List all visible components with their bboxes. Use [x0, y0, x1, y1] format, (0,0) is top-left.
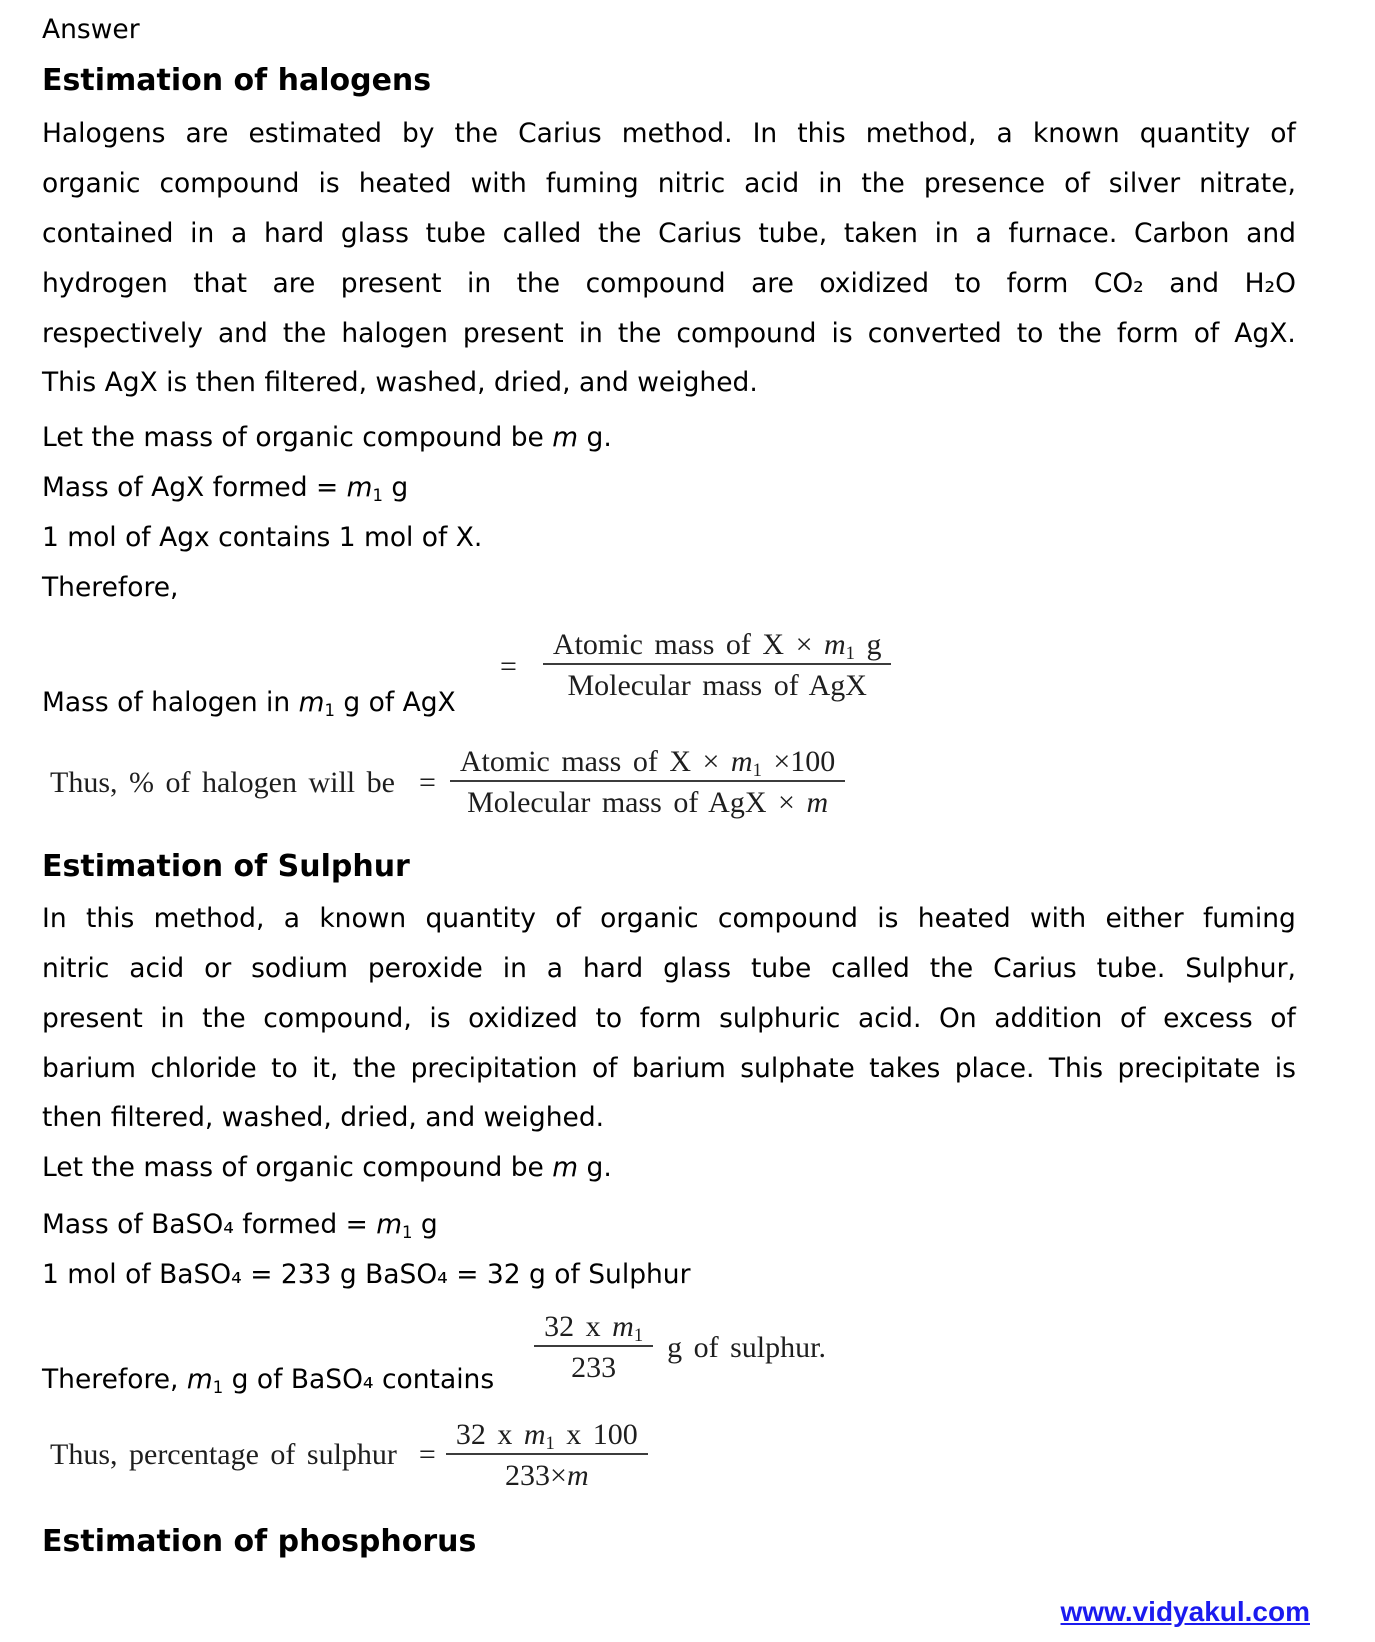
line-mass-baso4-formed	[42, 1200, 1296, 1250]
word: quantity	[1139, 117, 1251, 149]
word: compound,	[263, 1002, 412, 1034]
para-line	[42, 1043, 1296, 1093]
word: or	[204, 952, 232, 984]
subscript: 1	[633, 1325, 644, 1347]
word: peroxide	[367, 952, 483, 984]
text-run: 32 x	[455, 1418, 524, 1451]
text-run: Let the mass of organic compound be	[42, 422, 553, 453]
word: are	[272, 267, 316, 299]
word: nitric	[42, 952, 110, 984]
fraction-denominator	[450, 780, 845, 821]
text-run: g	[854, 628, 882, 661]
heading-estimation-of-sulphur: Estimation of Sulphur	[42, 849, 410, 884]
word: nitric	[657, 167, 726, 199]
text-run: Atomic mass of X ×	[552, 628, 824, 661]
text-run: 233×	[505, 1459, 567, 1492]
word: a	[546, 952, 564, 984]
word: form	[1006, 267, 1069, 299]
word: presence	[923, 167, 1046, 199]
word: Carius	[658, 217, 742, 249]
fraction-numerator	[543, 627, 892, 663]
text-run: g	[412, 1209, 438, 1240]
word: is	[429, 1002, 451, 1034]
line-mass-agx-formed	[42, 463, 1296, 513]
word: with	[470, 167, 527, 199]
word: and	[217, 317, 268, 349]
word: excess	[1163, 1002, 1253, 1034]
line-let-mass-sulphur	[42, 1143, 1296, 1193]
word: in	[818, 167, 843, 199]
subscript: 1	[845, 643, 855, 665]
word: the	[617, 317, 662, 349]
word: silver	[1108, 167, 1181, 199]
word: acid	[129, 952, 185, 984]
fraction-numerator	[534, 1309, 653, 1345]
sulphur-percent-equation	[42, 1400, 1296, 1505]
word: hydrogen	[42, 267, 168, 299]
word: the	[202, 1002, 246, 1034]
equation-label	[42, 1362, 494, 1398]
word: addition	[994, 1002, 1103, 1034]
word: organic	[600, 902, 699, 934]
word: place.	[954, 1052, 1035, 1084]
word: nitrate,	[1199, 167, 1296, 199]
line-let-mass-halogen	[42, 413, 1296, 463]
word: to	[595, 1002, 623, 1034]
italic-m: m	[346, 472, 373, 503]
text-run: x 100	[554, 1418, 638, 1451]
para-line	[42, 308, 1296, 358]
italic-m: m	[806, 786, 829, 819]
equation-tail: g of sulphur.	[667, 1331, 826, 1364]
italic-m: m	[298, 687, 325, 718]
word: chloride	[150, 1052, 257, 1084]
subscript: 1	[752, 760, 762, 782]
word: the	[454, 117, 499, 149]
word: in	[934, 217, 959, 249]
para-line	[42, 993, 1296, 1043]
word: of	[1270, 117, 1296, 149]
word: present	[340, 267, 442, 299]
word: method.	[621, 117, 733, 149]
fraction-numerator	[446, 1417, 648, 1453]
word: In	[42, 902, 67, 934]
word: the	[861, 167, 905, 199]
word: compound	[585, 267, 726, 299]
word: fuming	[545, 167, 639, 199]
word: sulphuric	[719, 1002, 841, 1034]
word: with	[1029, 902, 1087, 934]
word: tube.	[1096, 952, 1166, 984]
text-run: Mass of AgX formed =	[42, 472, 347, 503]
word: acid	[744, 167, 800, 199]
word: to	[1016, 317, 1044, 349]
equals-sign: =	[418, 1438, 436, 1471]
vidyakul-link[interactable]: www.vidyakul.com	[1060, 1596, 1310, 1627]
word: in	[502, 952, 527, 984]
word: precipitate	[1117, 1052, 1261, 1084]
answer-label: Answer	[42, 14, 140, 45]
word: takes	[869, 1052, 941, 1084]
word: of	[1193, 317, 1220, 349]
word: form	[1116, 317, 1179, 349]
para-line: This AgX is then filtered, washed, dried, and weighed.	[42, 367, 758, 398]
word: glass	[340, 217, 409, 249]
word: a	[231, 217, 248, 249]
subscript: 1	[545, 1433, 555, 1455]
subscript: 1	[212, 1377, 224, 1397]
word: in	[466, 267, 492, 299]
word: compound	[717, 902, 858, 934]
italic-m: m	[612, 1310, 634, 1343]
italic-m: m	[552, 422, 579, 453]
para-line	[42, 943, 1296, 993]
word: present	[462, 317, 564, 349]
subscript: 1	[402, 1222, 413, 1242]
word: H₂O	[1244, 267, 1296, 299]
text-run: g.	[578, 1152, 612, 1183]
word: tube,	[758, 217, 828, 249]
word: contained	[42, 217, 174, 249]
equation-label	[42, 685, 482, 721]
word: called	[831, 952, 910, 984]
para-line	[42, 258, 1296, 308]
line-therefore: Therefore,	[42, 572, 179, 603]
fraction-denominator: 233	[534, 1345, 653, 1386]
word: in	[190, 217, 215, 249]
word: the	[929, 952, 974, 984]
word: Sulphur,	[1185, 952, 1296, 984]
italic-m: m	[376, 1209, 403, 1240]
text-run: Therefore,	[42, 1364, 187, 1395]
word: to	[271, 1052, 298, 1084]
italic-m: m	[566, 1459, 589, 1492]
text-run: g of AgX	[334, 687, 456, 718]
line-mol-agx: 1 mol of Agx contains 1 mol of X.	[42, 522, 483, 553]
text-run: Mass of halogen in	[42, 687, 299, 718]
word: a	[996, 117, 1013, 149]
para-line	[42, 158, 1296, 208]
fraction	[446, 1417, 648, 1494]
halogen-percent-equation	[42, 728, 1296, 852]
word: this	[797, 117, 846, 149]
word: of	[1270, 1002, 1296, 1034]
equation-label: Thus, % of halogen will be	[50, 766, 395, 799]
text-run: g	[382, 472, 409, 503]
word: either	[1105, 902, 1184, 934]
heading-estimation-of-halogens: Estimation of halogens	[42, 63, 432, 98]
word: oxidized	[819, 267, 930, 299]
para-line	[42, 108, 1296, 158]
word: barium	[631, 1052, 726, 1084]
para-line	[42, 893, 1296, 943]
word: and	[1169, 267, 1220, 299]
word: and	[1246, 217, 1296, 249]
word: Carius	[993, 952, 1077, 984]
word: of	[1064, 167, 1090, 199]
word: of	[1119, 1002, 1146, 1034]
fraction	[534, 1309, 653, 1386]
word: compound	[676, 317, 817, 349]
fraction	[543, 627, 892, 704]
word: the	[1058, 317, 1102, 349]
word: in	[578, 317, 603, 349]
sulphur-contains-equation	[42, 1300, 1296, 1400]
word: are	[185, 117, 229, 149]
italic-m: m	[552, 1152, 579, 1183]
para-line	[42, 208, 1296, 258]
word: are	[751, 267, 794, 299]
word: a	[283, 902, 300, 934]
text-run: g of BaSO₄ contains	[223, 1364, 495, 1395]
word: this	[85, 902, 135, 934]
word: oxidized	[468, 1002, 578, 1034]
word: This	[1048, 1052, 1104, 1084]
italic-m: m	[523, 1418, 546, 1451]
word: is	[318, 167, 340, 199]
equals-sign: =	[500, 650, 517, 683]
word: furnace.	[1008, 217, 1118, 249]
word: heated	[917, 902, 1011, 934]
word: is	[831, 317, 853, 349]
footer	[42, 1597, 1310, 1627]
word: is	[1274, 1052, 1296, 1084]
fraction-denominator: Molecular mass of AgX	[543, 663, 892, 704]
word: present	[42, 1002, 143, 1034]
word: that	[193, 267, 248, 299]
word: the	[597, 217, 642, 249]
word: form	[639, 1002, 702, 1034]
word: In	[752, 117, 778, 149]
word: On	[939, 1002, 977, 1034]
word: sulphate	[740, 1052, 855, 1084]
text-run: ×100	[761, 745, 836, 778]
subscript: 1	[324, 700, 335, 720]
equals-sign: =	[418, 766, 436, 799]
word: glass	[663, 952, 732, 984]
word: called	[502, 217, 582, 249]
word: quantity	[425, 902, 536, 934]
word: the	[282, 317, 327, 349]
fraction-numerator	[450, 744, 845, 780]
word: of	[555, 902, 581, 934]
para-line: then filtered, washed, dried, and weighed.	[42, 1102, 605, 1133]
word: method,	[865, 117, 977, 149]
word: Carbon	[1133, 217, 1230, 249]
word: sodium	[251, 952, 348, 984]
heading-estimation-of-phosphorus: Estimation of phosphorus	[42, 1524, 477, 1559]
word: converted	[867, 317, 1002, 349]
word: CO₂	[1093, 267, 1144, 299]
word: halogen	[341, 317, 448, 349]
fraction-denominator	[446, 1453, 648, 1494]
word: respectively	[42, 317, 203, 349]
word: by	[401, 117, 435, 149]
italic-m: m	[823, 628, 846, 661]
sulphur-paragraph	[42, 893, 1296, 1143]
word: barium	[42, 1052, 136, 1084]
halogens-paragraph	[42, 108, 1296, 408]
word: known	[319, 902, 407, 934]
fraction	[450, 744, 845, 821]
word: organic	[42, 167, 141, 199]
text-run: Molecular mass of AgX ×	[467, 786, 807, 819]
text-run: Atomic mass of X ×	[459, 745, 731, 778]
word: Halogens	[42, 117, 166, 149]
word: hard	[263, 217, 325, 249]
equation-label: Thus, percentage of sulphur	[50, 1438, 397, 1471]
halogen-mass-equation	[42, 613, 1296, 728]
word: heated	[358, 167, 452, 199]
word: AgX.	[1234, 317, 1296, 349]
word: acid.	[857, 1002, 922, 1034]
word: of	[591, 1052, 618, 1084]
line-mol-baso4: 1 mol of BaSO₄ = 233 g BaSO₄ = 32 g of Sulphur	[42, 1259, 691, 1290]
subscript: 1	[372, 485, 383, 505]
word: it,	[312, 1052, 339, 1084]
word: in	[160, 1002, 185, 1034]
word: a	[975, 217, 992, 249]
text-run: Let the mass of organic compound be	[42, 1152, 553, 1183]
text-run: g.	[578, 422, 612, 453]
word: is	[877, 902, 899, 934]
word: known	[1032, 117, 1120, 149]
word: the	[516, 267, 561, 299]
italic-m: m	[730, 745, 753, 778]
text-run: 32 x	[544, 1310, 613, 1343]
word: tube	[750, 952, 812, 984]
word: Carius	[518, 117, 602, 149]
italic-m: m	[186, 1364, 213, 1395]
text-run: Mass of BaSO₄ formed =	[42, 1209, 377, 1240]
word: to	[954, 267, 982, 299]
word: compound	[159, 167, 300, 199]
word: fuming	[1202, 902, 1296, 934]
word: hard	[582, 952, 644, 984]
word: the	[352, 1052, 397, 1084]
word: estimated	[248, 117, 382, 149]
word: tube	[425, 217, 486, 249]
word: method,	[153, 902, 265, 934]
word: precipitation	[410, 1052, 578, 1084]
word: taken	[843, 217, 918, 249]
